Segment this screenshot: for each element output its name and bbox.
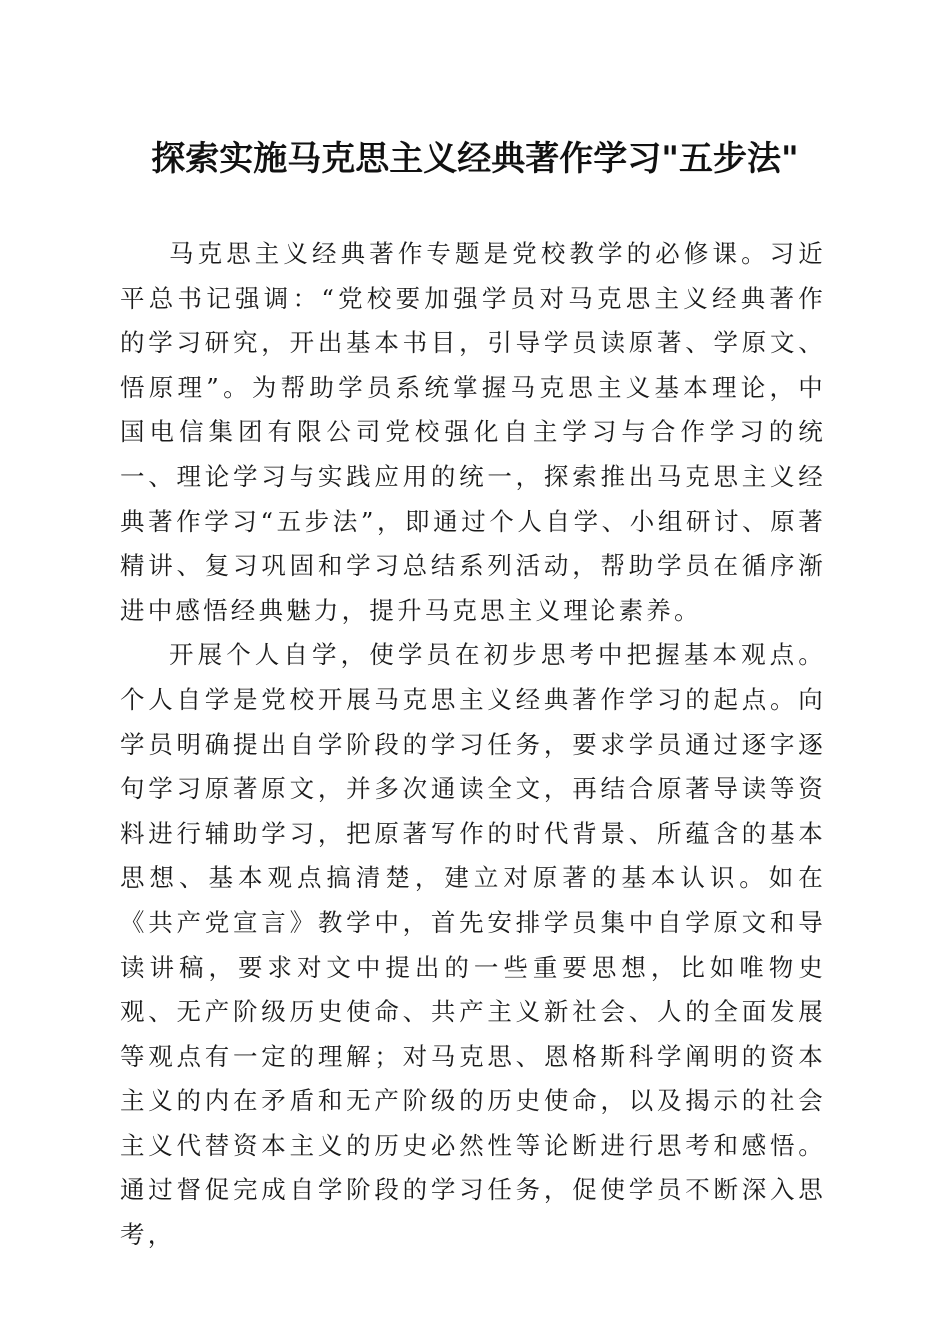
paragraph-intro: 马克思主义经典著作专题是党校教学的必修课。习近平总书记强调：“党校要加强学员对马克思主义经典著作的学习研究，开出基本书目，引导学员读原著、学原文、悟原理”。为帮助学员系统掌握马克思主义基本理论，中国电信集团有限公司党校强化自主学习与合作学习的统一、理论学习与实践应用的统一，探索推出马克思主义经典著作学习“五步法”，即通过个人自学、小组研讨、原著精讲、复习巩固和学习总结系列活动，帮助学员在循序渐进中感悟经典魅力，提升马克思主义理论素养。 bbox=[120, 239, 826, 625]
document-body bbox=[120, 232, 826, 1258]
document-title: 探索实施马克思主义经典著作学习"五步法" bbox=[151, 139, 799, 179]
paragraph-self-study: 开展个人自学，使学员在初步思考中把握基本观点。个人自学是党校开展马克思主义经典著作学习的起点。向学员明确提出自学阶段的学习任务，要求学员通过逐字逐句学习原著原文，并多次通读全文，再结合原著导读等资料进行辅助学习，把原著写作的时代背景、所蕴含的基本思想、基本观点搞清楚，建立对原著的基本认识。如在《共产党宣言》教学中，首先安排学员集中自学原文和导读讲稿，要求对文中提出的一些重要思想，比如唯物史观、无产阶级历史使命、共产主义新社会、人的全面发展等观点有一定的理解；对马克思、恩格斯科学阐明的资本主义的内在矛盾和无产阶级的历史使命，以及揭示的社会主义代替资本主义的历史必然性等论断进行思考和感悟。通过督促完成自学阶段的学习任务，促使学员不断深入思考， bbox=[120, 640, 826, 1250]
